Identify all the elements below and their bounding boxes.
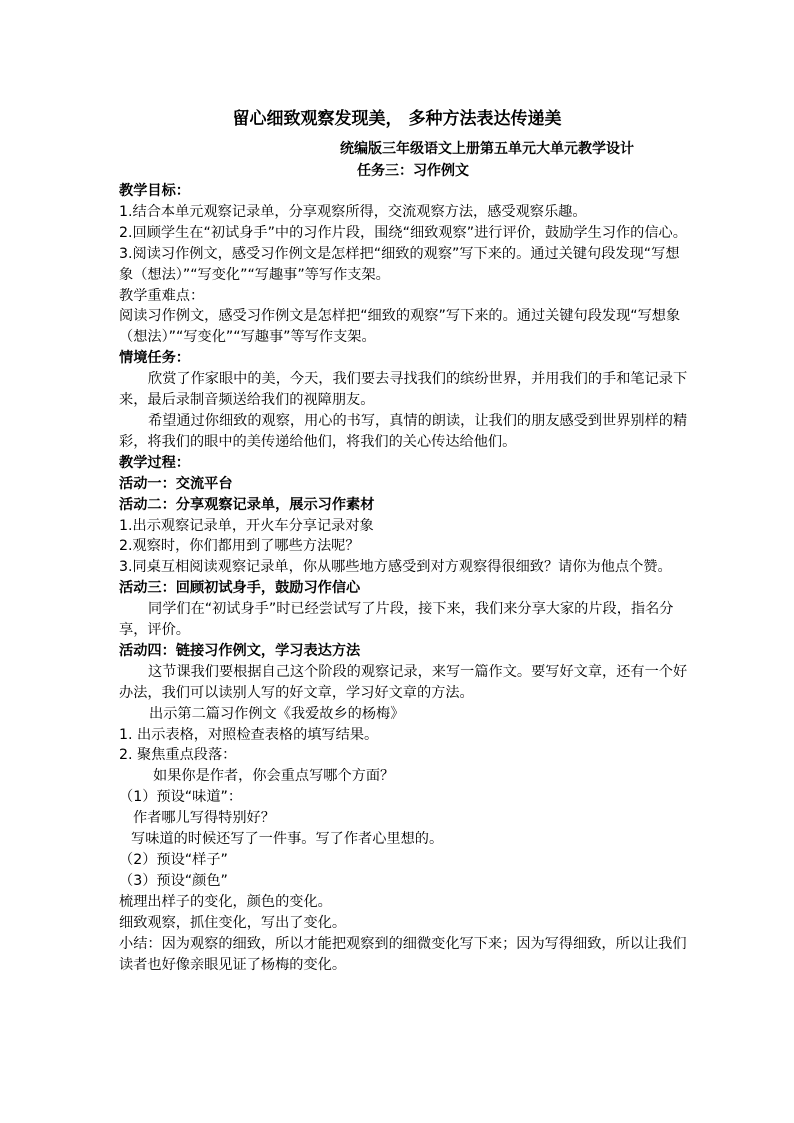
situation-paragraph: 希望通过你细致的观察，用心的书写，真情的朗读，让我们的朋友感受到世界别样的精彩，将我们的眼中的美传递给他们，将我们的关心传达给他们。 bbox=[119, 412, 688, 450]
question-text: 如果你是作者，你会重点写哪个方面？ bbox=[153, 768, 395, 785]
preset-item: （3）预设“颜色” bbox=[119, 872, 228, 889]
goal-item: 3.阅读习作例文，感受习作例文是怎样把“细致的观察”写下来的。通过关键句段发现“写想象（想法）”“写变化”“写趣事”等写作支架。 bbox=[119, 245, 680, 283]
goal-item: 2.回顾学生在“初试身手”中的习作片段，围绕“细致观察”进行评价，鼓励学生习作的信心。 bbox=[119, 224, 687, 241]
preset-item: （2）预设“样子” bbox=[119, 852, 228, 868]
situation-heading: 情境任务： bbox=[119, 350, 190, 367]
task-label: 任务三：习作例文 bbox=[357, 163, 469, 179]
preset-item: （1）预设“味道”： bbox=[119, 789, 243, 806]
list-item: 1. 出示表格，对照检查表格的填写结果。 bbox=[119, 726, 379, 743]
list-item: 2. 聚焦重点段落： bbox=[119, 747, 237, 764]
document-subtitle: 统编版三年级语文上册第五单元大单元教学设计 bbox=[340, 141, 634, 157]
goals-heading: 教学目标： bbox=[119, 183, 190, 199]
goal-item: 1.结合本单元观察记录单，分享观察所得，交流观察方法，感受观察乐趣。 bbox=[119, 203, 587, 220]
key-points-heading: 教学重难点： bbox=[119, 287, 205, 304]
activity-paragraph: 出示第二篇习作例文《我爱故乡的杨梅》 bbox=[149, 705, 405, 722]
body-text: 梳理出样子的变化，颜色的变化。 bbox=[119, 893, 332, 910]
preset-detail: 作者哪儿写得特别好？ bbox=[133, 810, 275, 827]
activity-heading: 活动二：分享观察记录单，展示习作素材 bbox=[119, 496, 375, 513]
preset-detail: 写味道的时候还写了一件事。写了作者心里想的。 bbox=[131, 831, 444, 848]
activity-paragraph: 这节课我们要根据自己这个阶段的观察记录，来写一篇作文。要写好文章，还有一个好办法，我们可以读别人写的好文章，学习好文章的方法。 bbox=[119, 663, 688, 701]
activity-heading: 活动三：回顾初试身手，鼓励习作信心 bbox=[119, 580, 361, 597]
list-item: 1.出示观察记录单，开火车分享记录对象 bbox=[119, 517, 374, 534]
situation-paragraph: 欣赏了作家眼中的美，今天，我们要去寻找我们的缤纷世界，并用我们的手和笔记录下来，最后录制音频送给我们的视障朋友。 bbox=[119, 371, 688, 409]
process-heading: 教学过程： bbox=[119, 454, 190, 471]
list-item: 2.观察时，你们都用到了哪些方法呢？ bbox=[119, 538, 360, 555]
activity-heading: 活动一：交流平台 bbox=[119, 475, 233, 492]
body-text: 细致观察，抓住变化，写出了变化。 bbox=[119, 914, 347, 931]
document-body bbox=[119, 181, 689, 975]
activity-heading: 活动四：链接习作例文，学习表达方法 bbox=[119, 642, 361, 659]
list-item: 3.同桌互相阅读观察记录单，你从哪些地方感受到对方观察得很细致？请你为他点个赞。 bbox=[119, 559, 672, 576]
activity-paragraph: 同学们在“初试身手”时已经尝试写了片段，接下来，我们来分享大家的片段，指名分享，评价。 bbox=[119, 601, 674, 639]
summary-text: 小结：因为观察的细致，所以才能把观察到的细微变化写下来；因为写得细致，所以让我们读者也好像亲眼见证了杨梅的变化。 bbox=[119, 935, 687, 973]
key-points-text: 阅读习作例文，感受习作例文是怎样把“细致的观察”写下来的。通过关键句段发现“写想象（想法）”“写变化”“写趣事”等写作支架。 bbox=[119, 308, 681, 346]
document-title: 留心细致观察发现美， 多种方法表达传递美 bbox=[232, 109, 562, 129]
